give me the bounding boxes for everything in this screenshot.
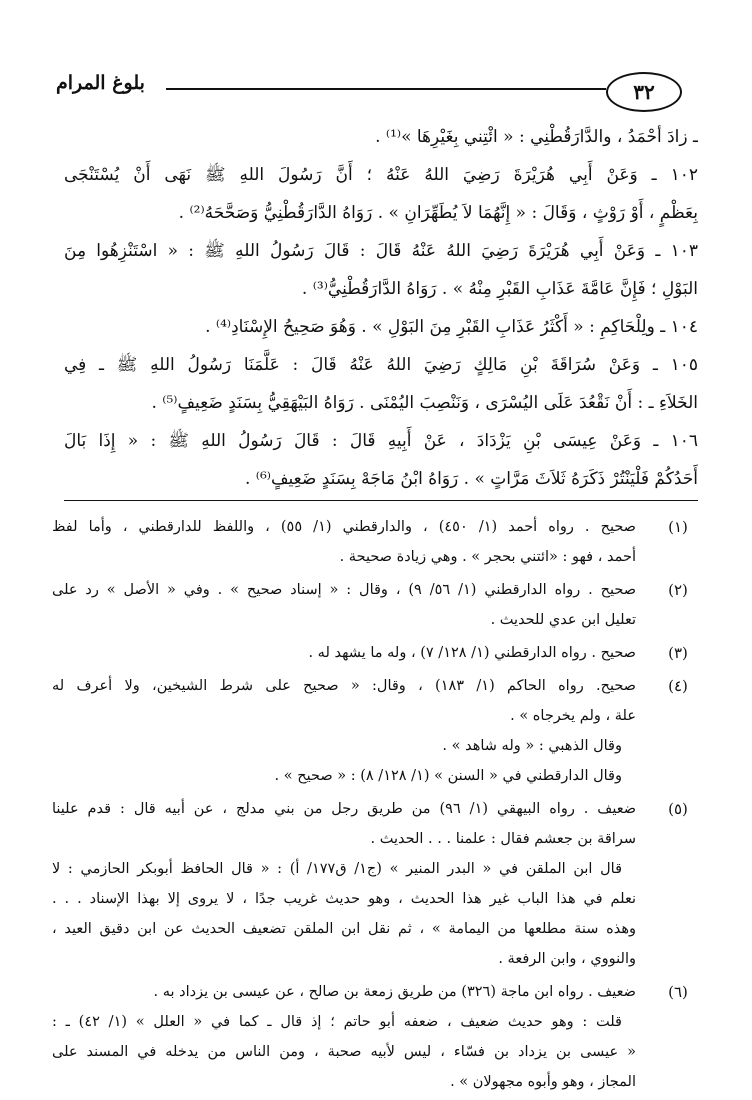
footnote-line: قلت : وهو حديث ضعيف ، ضعفه أبو حاتم ؛ إذ قال ـ كما في « العلل » (١/ ٤٢) ـ : — [52, 1014, 622, 1030]
footnote-number: (١) — [668, 518, 688, 536]
text-line: بِعَظْمٍ ، أَوْ رَوْثٍ ، وَقَالَ : « إِنَّهُمَا لاَ يُطَهِّرَانِ » . رَوَاهُ الدَّارَقُطْنِيُّ وَصَحَّحَهُ⁽²⁾ . — [178, 203, 698, 223]
footnote — [52, 977, 698, 1097]
footnote-line: صحيح. رواه الحاكم (١/ ١٨٣) ، وقال: « صحيح على شرط الشيخين، ولا أعرف له — [52, 678, 636, 694]
footnote-number: (٦) — [668, 983, 688, 1001]
footnote-line: صحيح . رواه الدارقطني (١/ ٥٦/ ٩) ، وقال : « إسناد صحيح » . وفي « الأصل » رد على — [52, 582, 636, 598]
text-line: ـ زادَ أحْمَدُ ، والدَّارَقُطْنِي : « ائْتِني بِغَيْرِهَا »⁽¹⁾ . — [375, 127, 698, 147]
footnote — [52, 794, 698, 974]
text-line: ١٠٤ ـ ولِلْحَاكِمِ : « أَكْثَرُ عَذَابِ القَبْرِ مِنَ البَوْلِ » . وَهُوَ صَحِيحُ الإِسْنَادِ⁽⁴⁾ . — [205, 317, 698, 337]
footnote-line: علة ، ولم يخرجاه » . — [510, 708, 636, 724]
footnotes — [52, 512, 698, 1100]
footnote-line: قال ابن الملقن في « البدر المنير » (ج١/ ق١٧٧/ أ) : « قال الحافظ أبوبكر الحازمي : لا — [52, 861, 623, 877]
footnote-line: ضعيف . رواه البيهقي (١/ ٩٦) من طريق رجل من بني مدلج ، عن أبيه قال : قدم علينا — [52, 801, 636, 817]
footnote — [52, 575, 698, 635]
footnote-number: (٥) — [668, 800, 688, 818]
text-line: ١٠٣ ـ وَعَنْ أَبِي هُرَيْرَةَ رَضِيَ اللهُ عَنْهُ قَالَ : قَالَ رَسُولُ اللهِ ﷺ : « اسْتَنْزِهُوا مِنَ — [64, 241, 698, 261]
text-line: ١٠٦ ـ وَعَنْ عِيسَى بْنِ يَزْدَادَ ، عَنْ أَبِيهِ قَالَ : قَالَ رَسُولُ اللهِ ﷺ : « إِذَا بَالَ — [64, 431, 698, 451]
footnote-line: وقال الذهبي : « وله شاهد » . — [442, 738, 622, 754]
header-rule — [166, 88, 606, 90]
footnote-line: وقال الدارقطني في « السنن » (١/ ١٢٨/ ٨) : « صحيح » . — [274, 768, 622, 784]
footnote-line: نعلم في هذا الباب غير هذا الحديث ، وهو حديث غريب جدًا ، لا يروى إلا بهذا الإسناد . . . — [52, 891, 636, 907]
footnote-divider — [64, 500, 698, 501]
text-line: ١٠٥ ـ وَعَنْ سُرَاقَةَ بْنِ مَالِكٍ رَضِيَ اللهُ عَنْهُ قَالَ : عَلَّمَنَا رَسُولُ اللهِ ﷺ ـ فِي — [64, 355, 698, 375]
hadith-text — [64, 118, 698, 498]
footnote-line: تعليل ابن عدي للحديث . — [490, 612, 636, 628]
footnote — [52, 638, 698, 668]
text-line: ١٠٢ ـ وَعَنْ أَبِي هُرَيْرَةَ رَضِيَ اللهُ عَنْهُ ؛ أَنَّ رَسُولَ اللهِ ﷺ نَهَى أَنْ يُسْتَنْجَى — [64, 165, 698, 185]
footnote-number: (٤) — [668, 677, 688, 695]
footnote-line: سراقة بن جعشم فقال : علمنا . . . الحديث . — [370, 831, 636, 847]
text-line: أَحَدُكُمْ فَلْيَنْتُرْ ذَكَرَهُ ثَلاَثَ مَرَّاتٍ » . رَوَاهُ ابْنُ مَاجَهْ بِسَنَدٍ ضَعِيفٍ⁽⁶⁾ . — [244, 469, 698, 489]
book-title: بلوغ المرام — [56, 72, 145, 94]
text-line: البَوْلِ ؛ فَإِنَّ عَامَّةَ عَذَابِ القَبْرِ مِنْهُ » . رَوَاهُ الدَّارَقُطْنِيُّ⁽³⁾ . — [301, 279, 698, 299]
footnote-line: صحيح . رواه الدارقطني (١/ ١٢٨/ ٧) ، وله ما يشهد له . — [308, 645, 636, 661]
footnote — [52, 671, 698, 791]
footnote-number: (٣) — [668, 644, 688, 662]
footnote-line: صحيح . رواه أحمد (١/ ٤٥٠) ، والدارقطني (١/ ٥٥) ، واللفظ للدارقطني ، وأما لفظ — [52, 519, 636, 535]
footnote-number: (٢) — [668, 581, 688, 599]
footnote-line: والنووي ، وابن الرفعة . — [498, 951, 636, 967]
text-line: الخَلاَءِ ـ : أَنْ نَقْعُدَ عَلَى اليُسْرَى ، وَنَنْصِبَ اليُمْنَى . رَوَاهُ البَيْهَقِيُّ بِسَنَدٍ ضَعِيفٍ⁽⁵⁾ . — [151, 393, 698, 413]
footnote-line: وهذه سنة مطلعها من اليمامة » ، ثم نقل ابن الملقن تضعيف الحديث عن ابن دقيق العيد ، — [52, 921, 636, 937]
page-number: ٣٢ — [606, 72, 682, 112]
footnote-line: أحمد ، فهو : «ائتني بحجر » . وهي زيادة صحيحة . — [339, 549, 636, 565]
footnote-line: ضعيف . رواه ابن ماجة (٣٢٦) من طريق زمعة بن صالح ، عن عيسى بن يزداد به . — [153, 984, 636, 1000]
footnote-line: المجاز ، وهو وأبوه مجهولان » . — [450, 1074, 636, 1090]
footnote — [52, 512, 698, 572]
footnote-line: « عيسى بن يزداد بن فسّاء ، ليس لأبيه صحبة ، ومن الناس من يدخله في المسند على — [52, 1044, 636, 1060]
